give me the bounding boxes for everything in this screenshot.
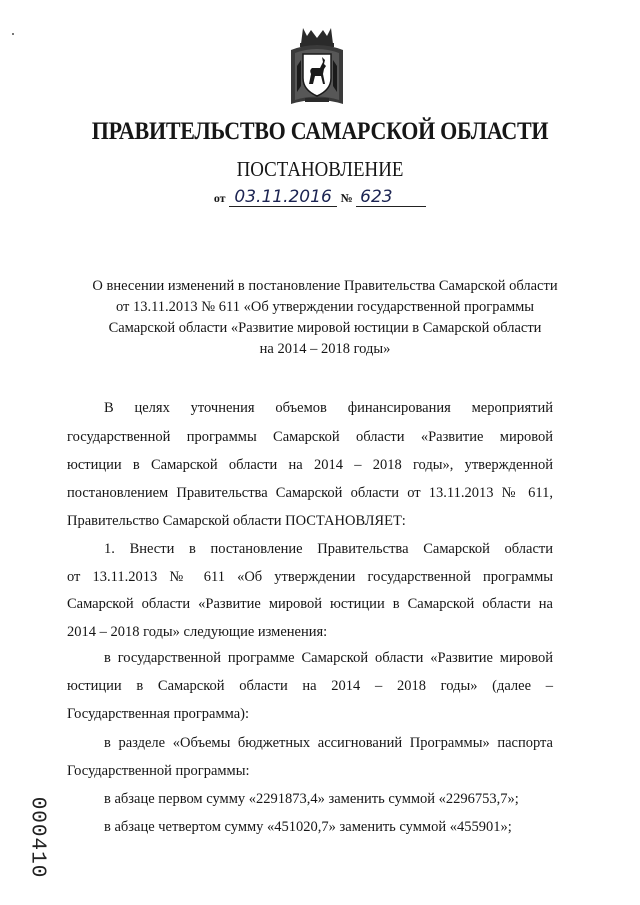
- body-line: юстиции в Самарской области на 2014 – 2018 годы» (далее –: [67, 678, 553, 694]
- number-prefix: №: [340, 191, 353, 205]
- coat-of-arms-icon: [289, 26, 345, 108]
- document-title: [60, 276, 590, 360]
- body-line: Самарской области «Развитие мировой юстиции в Самарской области на: [67, 596, 553, 612]
- body-line: в абзаце четвертом сумму «451020,7» заменить суммой «455901»;: [104, 819, 512, 835]
- body-line: государственной программы Самарской области «Развитие мировой: [67, 429, 553, 445]
- date-value: 03.11.2016: [229, 189, 337, 207]
- title-line: Самарской области «Развитие мировой юстиции в Самарской области: [108, 320, 542, 336]
- body-line: постановлением Правительства Самарской области от 13.11.2013 № 611,: [67, 485, 553, 501]
- body-line: в разделе «Объемы бюджетных ассигнований Программы» паспорта: [104, 735, 553, 751]
- body-line: 2014 – 2018 годы» следующие изменения:: [67, 624, 328, 640]
- body-line: в абзаце первом сумму «2291873,4» заменить суммой «2296753,7»;: [104, 791, 519, 807]
- date-number-line: [0, 189, 640, 207]
- organization-name: ПРАВИТЕЛЬСТВО САМАРСКОЙ ОБЛАСТИ: [91, 118, 549, 145]
- body-line: Государственной программы:: [67, 763, 250, 779]
- document-type: ПОСТАНОВЛЕНИЕ: [236, 157, 404, 181]
- scan-speck: [12, 33, 14, 35]
- number-value: 623: [356, 189, 426, 207]
- body-line: В целях уточнения объемов финансирования мероприятий: [104, 400, 553, 416]
- margin-stamp-number: 000410: [25, 796, 49, 879]
- body-line: от 13.11.2013 № 611 «Об утверждении государственной программы: [67, 569, 553, 585]
- body-line: 1. Внести в постановление Правительства Самарской области: [104, 541, 553, 557]
- title-line: О внесении изменений в постановление Правительства Самарской области: [92, 278, 558, 294]
- body-line: Правительство Самарской области ПОСТАНОВЛЯЕТ:: [67, 513, 406, 529]
- date-prefix: от: [213, 191, 226, 205]
- body-line: в государственной программе Самарской области «Развитие мировой: [104, 650, 553, 666]
- body-line: юстиции в Самарской области на 2014 – 2018 годы», утвержденной: [67, 457, 553, 473]
- title-line: от 13.11.2013 № 611 «Об утверждении государственной программы: [115, 299, 535, 315]
- body-line: Государственная программа):: [67, 706, 250, 722]
- title-line: на 2014 – 2018 годы»: [259, 341, 391, 357]
- margin-page-stamp: [24, 792, 48, 882]
